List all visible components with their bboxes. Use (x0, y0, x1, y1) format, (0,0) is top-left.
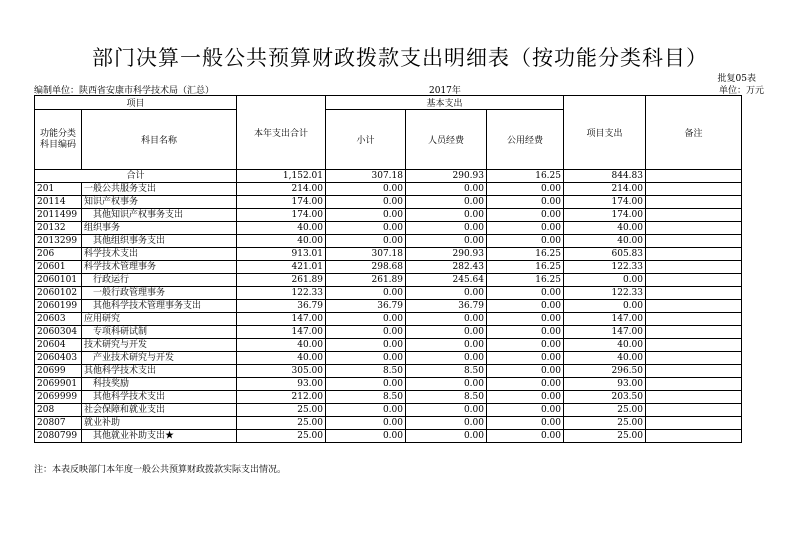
remark-cell (646, 183, 742, 196)
public-cell: 0.00 (487, 404, 564, 417)
public-cell: 0.00 (487, 183, 564, 196)
personnel-cell: 0.00 (406, 430, 487, 443)
total-cell: 40.00 (237, 339, 326, 352)
subtotal-cell: 0.00 (326, 222, 406, 235)
table-row (35, 209, 742, 222)
table-row (35, 274, 742, 287)
total-cell: 421.01 (237, 261, 326, 274)
public-cell: 16.25 (487, 248, 564, 261)
header-subtotal: 小计 (326, 110, 406, 170)
name-cell: 专项科研试制 (82, 326, 237, 339)
table-row (35, 339, 742, 352)
total-cell: 1,152.01 (237, 170, 326, 183)
footnote: 注：本表反映部门本年度一般公共预算财政拨款实际支出情况。 (34, 465, 287, 475)
table-row (35, 235, 742, 248)
name-cell: 技术研究与开发 (82, 339, 237, 352)
subtotal-cell: 0.00 (326, 313, 406, 326)
personnel-cell: 0.00 (406, 183, 487, 196)
public-cell: 16.25 (487, 170, 564, 183)
personnel-cell: 0.00 (406, 235, 487, 248)
public-cell: 0.00 (487, 209, 564, 222)
table-row (35, 326, 742, 339)
total-cell: 174.00 (237, 209, 326, 222)
remark-cell (646, 430, 742, 443)
subtotal-cell: 0.00 (326, 417, 406, 430)
project-cell: 40.00 (564, 339, 646, 352)
public-cell: 0.00 (487, 417, 564, 430)
project-cell: 93.00 (564, 378, 646, 391)
project-cell: 203.50 (564, 391, 646, 404)
code-cell: 20603 (35, 313, 82, 326)
code-cell: 201 (35, 183, 82, 196)
project-cell: 25.00 (564, 430, 646, 443)
table-row (35, 391, 742, 404)
total-cell: 25.00 (237, 430, 326, 443)
personnel-cell: 8.50 (406, 391, 487, 404)
project-cell: 147.00 (564, 326, 646, 339)
subtotal-cell: 0.00 (326, 404, 406, 417)
remark-cell (646, 352, 742, 365)
remark-cell (646, 287, 742, 300)
public-cell: 0.00 (487, 287, 564, 300)
remark-cell (646, 274, 742, 287)
report-year: 2017年 (429, 86, 461, 96)
public-cell: 0.00 (487, 196, 564, 209)
name-cell: 产业技术研究与开发 (82, 352, 237, 365)
public-cell: 0.00 (487, 313, 564, 326)
code-cell: 2069999 (35, 391, 82, 404)
personnel-cell: 0.00 (406, 326, 487, 339)
name-cell: 科学技术管理事务 (82, 261, 237, 274)
personnel-cell: 0.00 (406, 287, 487, 300)
total-cell: 214.00 (237, 183, 326, 196)
remark-cell (646, 365, 742, 378)
public-cell: 0.00 (487, 339, 564, 352)
remark-cell (646, 339, 742, 352)
public-cell: 16.25 (487, 274, 564, 287)
public-cell: 0.00 (487, 352, 564, 365)
code-cell: 20604 (35, 339, 82, 352)
table-row (35, 365, 742, 378)
total-cell: 913.01 (237, 248, 326, 261)
table-row (35, 261, 742, 274)
total-cell: 40.00 (237, 235, 326, 248)
subtotal-cell: 0.00 (326, 378, 406, 391)
total-row (35, 170, 742, 183)
personnel-cell: 0.00 (406, 417, 487, 430)
project-cell: 0.00 (564, 300, 646, 313)
personnel-cell: 282.43 (406, 261, 487, 274)
total-cell: 305.00 (237, 365, 326, 378)
remark-cell (646, 196, 742, 209)
subtotal-cell: 0.00 (326, 287, 406, 300)
table-row (35, 417, 742, 430)
header-public: 公用经费 (487, 110, 564, 170)
name-cell: 其他科学技术支出 (82, 365, 237, 378)
total-cell: 40.00 (237, 222, 326, 235)
public-cell: 0.00 (487, 430, 564, 443)
name-cell: 其他组织事务支出 (82, 235, 237, 248)
project-cell: 605.83 (564, 248, 646, 261)
total-cell: 122.33 (237, 287, 326, 300)
total-cell: 25.00 (237, 417, 326, 430)
report-meta (34, 83, 764, 95)
code-cell: 2069901 (35, 378, 82, 391)
total-cell: 212.00 (237, 391, 326, 404)
header-total: 本年支出合计 (237, 96, 326, 170)
remark-cell (646, 326, 742, 339)
name-cell: 知识产权事务 (82, 196, 237, 209)
total-cell: 93.00 (237, 378, 326, 391)
project-cell: 844.83 (564, 170, 646, 183)
code-cell: 20114 (35, 196, 82, 209)
remark-cell (646, 209, 742, 222)
code-cell: 20807 (35, 417, 82, 430)
table-row (35, 196, 742, 209)
code-cell: 2060199 (35, 300, 82, 313)
code-cell: 2011499 (35, 209, 82, 222)
total-cell: 25.00 (237, 404, 326, 417)
name-cell: 组织事务 (82, 222, 237, 235)
project-cell: 122.33 (564, 261, 646, 274)
project-cell: 40.00 (564, 222, 646, 235)
personnel-cell: 0.00 (406, 196, 487, 209)
personnel-cell: 0.00 (406, 339, 487, 352)
header-basic: 基本支出 (326, 96, 564, 110)
subtotal-cell: 36.79 (326, 300, 406, 313)
personnel-cell: 0.00 (406, 313, 487, 326)
total-cell: 147.00 (237, 313, 326, 326)
public-cell: 16.25 (487, 261, 564, 274)
personnel-cell: 0.00 (406, 209, 487, 222)
personnel-cell: 36.79 (406, 300, 487, 313)
page-title: 部门决算一般公共预算财政拨款支出明细表（按功能分类科目） (92, 46, 708, 70)
name-cell: 科技奖励 (82, 378, 237, 391)
remark-cell (646, 222, 742, 235)
header-remark: 备注 (646, 96, 742, 170)
personnel-cell: 245.64 (406, 274, 487, 287)
unit-label: 单位：万元 (718, 86, 764, 96)
public-cell: 0.00 (487, 235, 564, 248)
table-row (35, 248, 742, 261)
subtotal-cell: 8.50 (326, 365, 406, 378)
code-cell: 206 (35, 248, 82, 261)
personnel-cell: 0.00 (406, 378, 487, 391)
code-cell: 2060102 (35, 287, 82, 300)
public-cell: 0.00 (487, 300, 564, 313)
subtotal-cell: 298.68 (326, 261, 406, 274)
public-cell: 0.00 (487, 378, 564, 391)
project-cell: 40.00 (564, 235, 646, 248)
subtotal-cell: 0.00 (326, 430, 406, 443)
total-cell: 147.00 (237, 326, 326, 339)
code-cell: 2013299 (35, 235, 82, 248)
project-cell: 40.00 (564, 352, 646, 365)
name-cell: 行政运行 (82, 274, 237, 287)
subtotal-cell: 0.00 (326, 196, 406, 209)
header-personnel: 人员经费 (406, 110, 487, 170)
table-row (35, 430, 742, 443)
remark-cell (646, 261, 742, 274)
project-cell: 25.00 (564, 404, 646, 417)
remark-cell (646, 300, 742, 313)
subtotal-cell: 0.00 (326, 326, 406, 339)
personnel-cell: 0.00 (406, 352, 487, 365)
total-cell: 36.79 (237, 300, 326, 313)
name-cell: 其他科学技术管理事务支出 (82, 300, 237, 313)
code-cell: 208 (35, 404, 82, 417)
project-cell: 122.33 (564, 287, 646, 300)
remark-cell (646, 391, 742, 404)
total-cell: 40.00 (237, 352, 326, 365)
name-cell: 一般行政管理事务 (82, 287, 237, 300)
project-cell: 296.50 (564, 365, 646, 378)
report-number: 批复05表 (717, 74, 756, 84)
table-row (35, 404, 742, 417)
table-row (35, 378, 742, 391)
remark-cell (646, 417, 742, 430)
subtotal-cell: 0.00 (326, 183, 406, 196)
public-cell: 0.00 (487, 391, 564, 404)
subtotal-cell: 261.89 (326, 274, 406, 287)
header-name: 科目名称 (82, 110, 237, 170)
table-row (35, 352, 742, 365)
org-label: 编制单位：陕西省安康市科学技术局（汇总） (34, 86, 215, 96)
project-cell: 174.00 (564, 209, 646, 222)
remark-cell (646, 378, 742, 391)
project-cell: 174.00 (564, 196, 646, 209)
table-row (35, 300, 742, 313)
name-cell: 科学技术支出 (82, 248, 237, 261)
personnel-cell: 290.93 (406, 170, 487, 183)
project-cell: 0.00 (564, 274, 646, 287)
header-project-expense: 项目支出 (564, 96, 646, 170)
remark-cell (646, 313, 742, 326)
public-cell: 0.00 (487, 365, 564, 378)
code-cell: 20601 (35, 261, 82, 274)
subtotal-cell: 8.50 (326, 391, 406, 404)
table-row (35, 183, 742, 196)
table-row (35, 287, 742, 300)
public-cell: 0.00 (487, 326, 564, 339)
code-cell: 20132 (35, 222, 82, 235)
project-cell: 25.00 (564, 417, 646, 430)
subtotal-cell: 0.00 (326, 352, 406, 365)
name-cell: 其他知识产权事务支出 (82, 209, 237, 222)
name-cell: 社会保障和就业支出 (82, 404, 237, 417)
code-cell: 2060403 (35, 352, 82, 365)
subtotal-cell: 0.00 (326, 339, 406, 352)
code-cell: 2060304 (35, 326, 82, 339)
table-row (35, 222, 742, 235)
name-cell: 应用研究 (82, 313, 237, 326)
name-cell: 就业补助 (82, 417, 237, 430)
personnel-cell: 290.93 (406, 248, 487, 261)
code-cell: 2060101 (35, 274, 82, 287)
code-cell: 20699 (35, 365, 82, 378)
total-cell: 261.89 (237, 274, 326, 287)
header-project: 项目 (35, 96, 237, 110)
project-cell: 214.00 (564, 183, 646, 196)
total-label: 合计 (35, 170, 237, 183)
remark-cell (646, 248, 742, 261)
header-code: 功能分类科目编码 (35, 110, 82, 170)
project-cell: 147.00 (564, 313, 646, 326)
name-cell: 其他就业补助支出★ (82, 430, 237, 443)
remark-cell (646, 404, 742, 417)
subtotal-cell: 0.00 (326, 235, 406, 248)
personnel-cell: 0.00 (406, 404, 487, 417)
table-row (35, 313, 742, 326)
name-cell: 其他科学技术支出 (82, 391, 237, 404)
public-cell: 0.00 (487, 222, 564, 235)
subtotal-cell: 307.18 (326, 248, 406, 261)
remark-cell (646, 170, 742, 183)
personnel-cell: 8.50 (406, 365, 487, 378)
remark-cell (646, 235, 742, 248)
subtotal-cell: 0.00 (326, 209, 406, 222)
code-cell: 2080799 (35, 430, 82, 443)
expenditure-table (34, 95, 742, 443)
total-cell: 174.00 (237, 196, 326, 209)
personnel-cell: 0.00 (406, 222, 487, 235)
subtotal-cell: 307.18 (326, 170, 406, 183)
name-cell: 一般公共服务支出 (82, 183, 237, 196)
